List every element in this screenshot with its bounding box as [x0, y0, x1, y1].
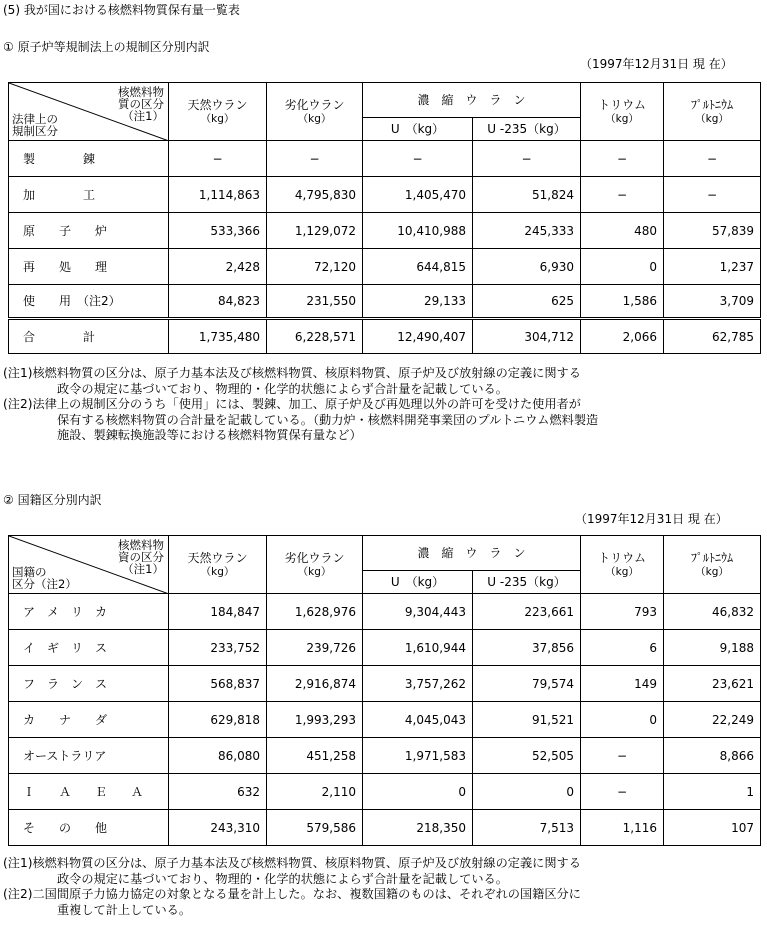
table-row: 使 用 （注2） 84,823 231,550 29,133 625 1,586 3,709: [9, 285, 761, 319]
col-natural-uranium: 天然ウラン （kg）: [169, 536, 267, 594]
table-row: カ ナ ダ 629,818 1,993,293 4,045,043 91,521 0 22,249: [9, 702, 761, 738]
note-1: (注1)核燃料物質の区分は、原子力基本法及び核燃料物質、核原料物質、原子炉及び放射線の定義に関する: [3, 856, 581, 870]
section1-heading: ① 原子炉等規制法上の規制区分別内訳: [3, 40, 210, 54]
col-plutonium: ﾌﾟﾙﾄﾆｳﾑ （kg）: [664, 83, 761, 141]
section2-notes: (注1)核燃料物質の区分は、原子力基本法及び核燃料物質、核原料物質、原子炉及び放射線の定義に関する 政令の規定に基づいており、物理的・化学的状態によらず合計量を記載している。 (注2)二国間原子力協力協定の対象となる量を計上した。なお、複数国籍のものは、それぞれの国籍区分に 重複して計上している。: [3, 856, 581, 917]
table-row: そ の 他 243,310 579,586 218,350 7,513 1,116 107: [9, 810, 761, 846]
subcol-u235: U -235（kg）: [473, 118, 581, 141]
col-enriched-uranium: 濃 縮 ウ ラ ン: [363, 83, 581, 118]
section1-notes: (注1)核燃料物質の区分は、原子力基本法及び核燃料物質、核原料物質、原子炉及び放射線の定義に関する 政令の規定に基づいており、物理的・化学的状態によらず合計量を記載している。 (注2)法律上の規制区分のうち「使用」には、製錬、加工、原子炉及び再処理以外の許可を受けた使用者が 保有する核燃料物質の合計量を記載している。（動力炉・核燃料開発事業団のプルトニウム燃料製造 施設、製錬転換施設等における核燃料物質保有量など）: [3, 366, 599, 442]
col-natural-uranium: 天然ウラン （kg）: [169, 83, 267, 141]
table-row: オーストラリア 86,080 451,258 1,971,583 52,505 − 8,866: [9, 738, 761, 774]
subcol-u: U （kg）: [363, 571, 473, 594]
total-row: 合 計 1,735,480 6,228,571 12,490,407 304,712 2,066 62,785: [9, 319, 761, 354]
corner-header-cell: [9, 536, 169, 594]
section2-heading: ② 国籍区分別内訳: [3, 493, 102, 507]
document-title: (5) 我が国における核燃料物質保有量一覧表: [3, 3, 240, 17]
note-1: (注1)核燃料物質の区分は、原子力基本法及び核燃料物質、核原料物質、原子炉及び放射線の定義に関する: [3, 366, 581, 380]
table-row: フ ラ ン ス 568,837 2,916,874 3,757,262 79,574 149 23,621: [9, 666, 761, 702]
col-depleted-uranium: 劣化ウラン （kg）: [267, 536, 363, 594]
table-row: 加 工 1,114,863 4,795,830 1,405,470 51,824 − −: [9, 177, 761, 213]
table-regulation: [8, 82, 761, 354]
col-depleted-uranium: 劣化ウラン （kg）: [267, 83, 363, 141]
col-enriched-uranium: 濃 縮 ウ ラ ン: [363, 536, 581, 571]
table-nationality: [8, 535, 761, 846]
note-2: (注2)二国間原子力協力協定の対象となる量を計上した。なお、複数国籍のものは、それぞれの国籍区分に: [3, 887, 581, 901]
table-row: 製 錬 − − − − − −: [9, 141, 761, 177]
corner-top-label: 核燃料物 質の区分 （注1）: [118, 85, 164, 123]
section2-date: （1997年12月31日 現 在）: [575, 512, 728, 526]
table-row: Ｉ Ａ Ｅ Ａ 632 2,110 0 0 − 1: [9, 774, 761, 810]
table-row: ア メ リ カ 184,847 1,628,976 9,304,443 223,661 793 46,832: [9, 594, 761, 630]
col-thorium: トリウム （kg）: [581, 536, 664, 594]
table-row: イ ギ リ ス 233,752 239,726 1,610,944 37,856 6 9,188: [9, 630, 761, 666]
col-thorium: トリウム （kg）: [581, 83, 664, 141]
corner-header-cell: [9, 83, 169, 141]
subcol-u235: U -235（kg）: [473, 571, 581, 594]
corner-top-label: 核燃料物 資の区分 （注1）: [118, 538, 164, 576]
corner-bottom-label: 法律上の 規制区分: [12, 112, 58, 138]
corner-bottom-label: 国籍の 区分（注2）: [12, 565, 77, 591]
table-row: 原 子 炉 533,366 1,129,072 10,410,988 245,333 480 57,839: [9, 213, 761, 249]
section1-date: （1997年12月31日 現 在）: [580, 57, 733, 71]
col-plutonium: ﾌﾟﾙﾄﾆｳﾑ （kg）: [664, 536, 761, 594]
table-row: 再 処 理 2,428 72,120 644,815 6,930 0 1,237: [9, 249, 761, 285]
note-2: (注2)法律上の規制区分のうち「使用」には、製錬、加工、原子炉及び再処理以外の許可を受けた使用者が: [3, 397, 581, 411]
subcol-u: U （kg）: [363, 118, 473, 141]
